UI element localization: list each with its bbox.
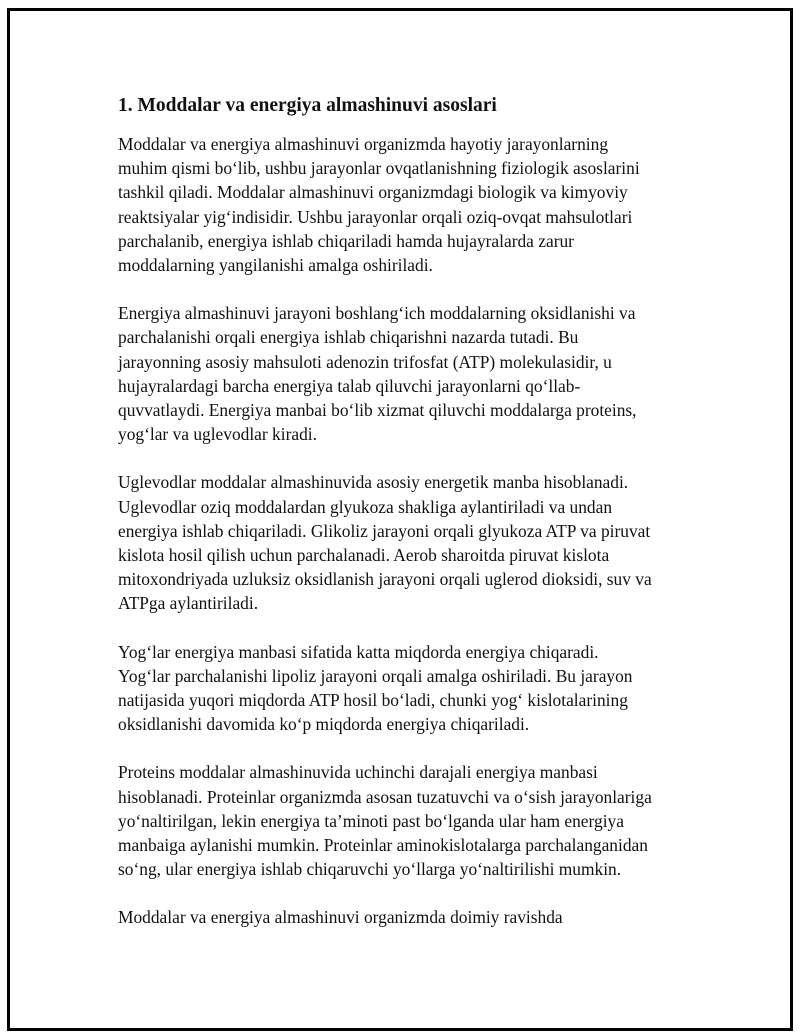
paragraph: [118, 640, 698, 737]
paragraph-line: hujayralardagi barcha energiya talab qiluvchi jarayonlarni qo‘llab-: [118, 375, 581, 396]
paragraph: [118, 132, 698, 277]
paragraph-line: Uglevodlar oziq moddalardan glyukoza shakliga aylantiriladi va undan: [118, 496, 613, 517]
paragraph-line: yog‘lar va uglevodlar kiradi.: [118, 424, 317, 445]
paragraph-line: Moddalar va energiya almashinuvi organizmda hayotiy jarayonlarning: [118, 134, 609, 154]
paragraph-line: Moddalar va energiya almashinuvi organizmda doimiy ravishda: [118, 907, 563, 928]
paragraph-line: oksidlanishi davomida ko‘p miqdorda energiya chiqariladi.: [118, 714, 530, 735]
paragraph: [118, 905, 698, 929]
paragraph-line: yo‘naltirilgan, lekin energiya ta’minoti past bo‘lganda ular ham energiya: [118, 810, 624, 831]
paragraph-line: Energiya almashinuvi jarayoni boshlang‘ich moddalarning oksidlanishi va: [118, 303, 636, 324]
paragraph-line: Proteins moddalar almashinuvida uchinchi darajali energiya manbasi: [118, 762, 598, 783]
paragraph-line: quvvatlaydi. Energiya manbai bo‘lib xizmat qiluvchi moddalarga proteins,: [118, 400, 637, 421]
paragraph-line: ATPga aylantiriladi.: [118, 593, 259, 614]
paragraph-list: [118, 132, 698, 930]
paragraph-line: mitoxondriyada uzluksiz oksidlanish jarayoni orqali uglerod dioksidi, suv va: [118, 569, 652, 590]
paragraph: [118, 301, 698, 446]
paragraph-line: energiya ishlab chiqariladi. Glikoliz jarayoni orqali glyukoza ATP va piruvat: [118, 520, 651, 541]
paragraph-line: Yog‘lar energiya manbasi sifatida katta miqdorda energiya chiqaradi.: [118, 641, 599, 662]
paragraph-line: moddalarning yangilanishi amalga oshiriladi.: [118, 255, 433, 276]
paragraph-line: manbaiga aylanishi mumkin. Proteinlar aminokislotalarga parchalanganidan: [118, 835, 648, 856]
paragraph-line: parchalanishi orqali energiya ishlab chiqarishni nazarda tutadi. Bu: [118, 327, 579, 348]
paragraph-line: muhim qismi bo‘lib, ushbu jarayonlar ovqatlanishning fiziologik asoslarini: [118, 158, 640, 179]
document-body: [118, 92, 698, 954]
paragraph-line: reaktsiyalar yig‘indisidir. Ushbu jarayonlar orqali oziq-ovqat mahsulotlari: [118, 206, 633, 227]
paragraph-line: so‘ng, ular energiya ishlab chiqaruvchi yo‘llarga yo‘naltirilishi mumkin.: [118, 859, 622, 880]
paragraph: [118, 470, 698, 615]
paragraph-line: Uglevodlar moddalar almashinuvida asosiy energetik manba hisoblanadi.: [118, 472, 629, 493]
paragraph-line: Yog‘lar parchalanishi lipoliz jarayoni orqali amalga oshiriladi. Bu jarayon: [118, 665, 633, 686]
section-heading: 1. Moddalar va energiya almashinuvi asoslari: [118, 95, 497, 116]
paragraph-line: parchalanib, energiya ishlab chiqariladi hamda hujayralarda zarur: [118, 230, 574, 251]
paragraph-line: tashkil qiladi. Moddalar almashinuvi organizmdagi biologik va kimyoviy: [118, 182, 628, 203]
paragraph: [118, 760, 698, 881]
paragraph-line: natijasida yuqori miqdorda ATP hosil bo‘ladi, chunki yog‘ kislotalarining: [118, 690, 628, 711]
paragraph-line: hisoblanadi. Proteinlar organizmda asosan tuzatuvchi va o‘sish jarayonlariga: [118, 786, 652, 807]
paragraph-line: kislota hosil qilish uchun parchalanadi. Aerob sharoitda piruvat kislota: [118, 545, 610, 566]
paragraph-line: jarayonning asosiy mahsuloti adenozin trifosfat (ATP) molekulasidir, u: [118, 351, 612, 372]
